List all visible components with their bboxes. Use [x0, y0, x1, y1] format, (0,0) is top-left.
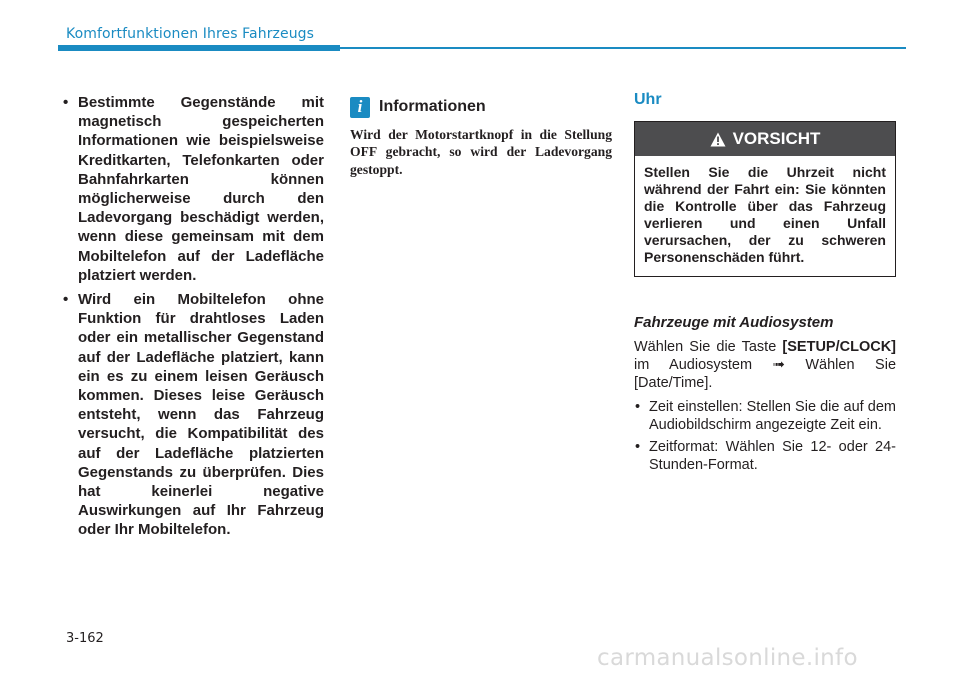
instruction-mid: im Audiosystem — [634, 357, 753, 373]
list-item-text: Wird ein Mobiltelefon ohne Funktion für drahtloses Laden oder ein metallischer Gegenstand auf der Ladefläche platziert, kann ein es zu einem leisen Geräusch kommen. Dieses leise Geräusch entsteht, wenn das Fahrzeug versucht, die Kompatibilität des auf der Ladefläche platzierten Gegenstands zu überprüfen. Dies hat keinerlei negative Auswirkungen auf Ihr Fahrzeug oder Ihr Mobiltelefon. — [78, 291, 324, 539]
instruction-suffix: Wählen Sie [Date/Time]. — [634, 357, 897, 391]
caution-header — [635, 122, 895, 156]
list-item-text: Zeit einstellen: Stellen Sie die auf dem Audiobildschirm angezeigte Zeit ein. — [649, 399, 896, 433]
subsection-title: Fahrzeuge mit Audiosystem — [634, 314, 834, 331]
arrow-icon: ➟ — [772, 357, 785, 373]
bullet-list — [62, 93, 324, 540]
list-item: • Zeitformat: Wählen Sie 12- oder 24-Stunden-Format. — [635, 439, 896, 473]
list-item: • Wird ein Mobiltelefon ohne Funktion für drahtloses Laden oder ein metallischer Gegenstand auf der Ladefläche platziert, kann ein es zu einem leisen Geräusch kommen. Dieses leise Geräusch entsteht, wenn das Fahrzeug versucht, die Kompatibilität des auf der Ladefläche platzierten Gegenstands zu überprüfen. Dies hat keinerlei negative Auswirkungen auf Ihr Fahrzeug oder Ihr Mobiltelefon. — [63, 291, 324, 539]
watermark: carmanualsonline.info — [597, 645, 858, 671]
info-heading — [350, 96, 612, 118]
list-item-text: Bestimmte Gegenstände mit magnetisch gespeicherten Informationen wie beispielsweise Kreditkarten, Telefonkarten oder Bahnfahrkarten können möglicherweise durch den Ladevorgang beschädigt werden, wenn diese gemeinsam mit dem Mobiltelefon auf der Ladefläche platziert werden. — [78, 94, 324, 284]
list-item: • Bestimmte Gegenstände mit magnetisch gespeicherten Informationen wie beispielsweise Kreditkarten, Telefonkarten oder Bahnfahrkarten können möglicherweise durch den Ladevorgang beschädigt werden, wenn diese gemeinsam mit dem Mobiltelefon auf der Ladefläche platziert werden. — [63, 94, 324, 284]
instruction-paragraph — [634, 338, 896, 392]
caution-box — [634, 121, 896, 277]
clock-bullet-list — [634, 398, 896, 474]
info-title: Informationen — [379, 98, 486, 115]
instruction-prefix: Wählen Sie die Taste — [634, 339, 777, 355]
info-column — [350, 96, 612, 178]
left-column — [62, 93, 324, 545]
info-text: Wird der Motorstartknopf in die Stellung OFF gebracht, so wird der Ladevorgang gestoppt. — [350, 127, 612, 177]
info-icon: i — [350, 97, 370, 118]
warning-triangle-icon — [710, 132, 726, 147]
clock-column — [634, 91, 896, 478]
chapter-title: Komfortfunktionen Ihres Fahrzeugs — [66, 26, 315, 42]
header-rule-thick — [58, 45, 340, 51]
header-rule-thin — [340, 47, 906, 49]
caution-title: VORSICHT — [732, 129, 821, 148]
caution-text: Stellen Sie die Uhrzeit nicht während der Fahrt ein: Sie könnten die Kontrolle über das Fahrzeug verlieren und einen Unfall verursachen, der zu schweren Personenschäden führt. — [644, 164, 886, 265]
section-title: Uhr — [634, 91, 662, 108]
list-item: • Zeit einstellen: Stellen Sie die auf dem Audiobildschirm angezeigte Zeit ein. — [635, 399, 896, 433]
list-item-text: Zeitformat: Wählen Sie 12- oder 24-Stunden-Format. — [649, 439, 896, 473]
page-number: 3-162 — [66, 631, 104, 646]
setup-clock-key: [SETUP/CLOCK] — [782, 339, 897, 355]
